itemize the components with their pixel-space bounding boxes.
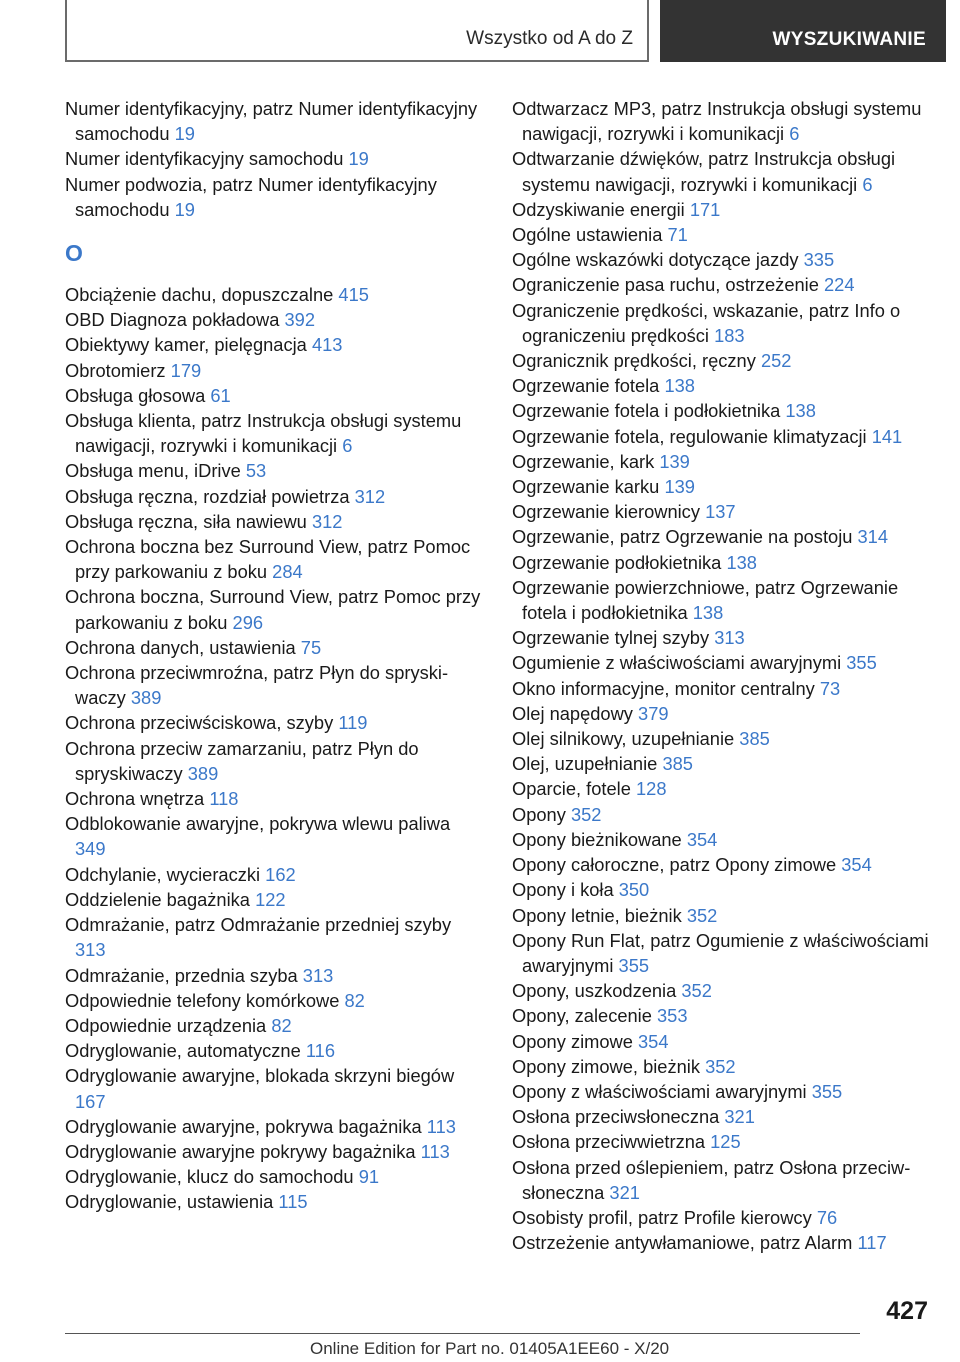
index-entry <box>512 197 932 222</box>
entry-text: Obsługa ręczna, rozdział powietrza <box>65 485 350 507</box>
index-column-left <box>65 96 485 1215</box>
entry-page-link[interactable]: 321 <box>609 1181 640 1203</box>
index-entry <box>512 928 932 978</box>
entry-page-link[interactable]: 355 <box>811 1080 843 1102</box>
entry-text: Obciążenie dachu, dopuszczalne <box>65 284 334 306</box>
entry-page-link[interactable]: 313 <box>302 964 334 986</box>
index-entry <box>65 282 485 307</box>
index-entry <box>512 650 932 675</box>
entry-text: Obsługa klienta, patrz Instrukcja obsługi systemu nawigacji, rozrywki i komunikacji <box>65 410 462 457</box>
index-entry <box>65 408 485 458</box>
entry-text: Ogrzewanie karku <box>512 476 660 498</box>
entry-text: Obsługa menu, iDrive <box>65 460 241 482</box>
index-entry <box>65 1063 485 1113</box>
entry-page-link[interactable]: 167 <box>75 1090 106 1112</box>
entry-page-link[interactable]: 6 <box>862 173 873 195</box>
index-entry <box>65 172 485 222</box>
index-entry <box>512 1029 932 1054</box>
entry-text: Ochrona wnętrza <box>65 788 205 810</box>
entry-page-link[interactable]: 312 <box>311 510 343 532</box>
index-entry <box>65 146 485 171</box>
index-column-right <box>512 96 932 1255</box>
entry-page-link[interactable]: 162 <box>265 863 296 885</box>
entry-text: Odpowiednie urządzenia <box>65 1014 267 1036</box>
entry-text: Odryglowanie, klucz do samochodu <box>65 1166 354 1188</box>
entry-text: Odzyskiwanie energii <box>512 198 685 220</box>
entry-page-link[interactable]: 392 <box>284 309 316 331</box>
index-entry <box>65 96 485 146</box>
entry-text: Obsługa głosowa <box>65 384 206 406</box>
entry-text: Ochrona przeciw zamarzaniu, patrz Płyn do spryskiwaczy <box>65 737 419 784</box>
entry-page-link[interactable]: 141 <box>871 425 903 447</box>
index-entry <box>512 222 932 247</box>
entry-page-link[interactable]: 284 <box>272 561 303 583</box>
index-entry <box>512 550 932 575</box>
entry-page-link[interactable]: 313 <box>75 939 106 961</box>
entry-page-link[interactable]: 312 <box>354 485 386 507</box>
entry-text: Oparcie, fotele <box>512 778 631 800</box>
index-entry <box>512 877 932 902</box>
entry-page-link[interactable]: 71 <box>667 224 688 246</box>
entry-page-link[interactable]: 82 <box>344 989 365 1011</box>
entry-text: Opony, zalecenie <box>512 1005 652 1027</box>
index-entry <box>65 332 485 357</box>
entry-text: Olej napędowy <box>512 702 633 724</box>
index-entry <box>512 1104 932 1129</box>
entry-text: Ogrzewanie tylnej szyby <box>512 627 710 649</box>
entry-page-link[interactable]: 224 <box>823 274 855 296</box>
header-section-tab <box>65 0 649 62</box>
index-entry <box>65 988 485 1013</box>
index-entry <box>512 524 932 549</box>
entry-page-link[interactable]: 115 <box>278 1191 308 1213</box>
index-entry <box>512 802 932 827</box>
index-entry <box>512 398 932 423</box>
entry-text: Opony bieżnikowane <box>512 828 682 850</box>
entry-text: Odpowiednie telefony komórkowe <box>65 989 340 1011</box>
entry-text: Opony Run Flat, patrz Ogumienie z właściwościami awaryjnymi <box>512 929 929 976</box>
entry-page-link[interactable]: 321 <box>724 1106 755 1128</box>
entry-text: Obiektywy kamer, pielęgnacja <box>65 334 307 356</box>
entry-page-link[interactable]: 415 <box>338 284 369 306</box>
index-entry <box>512 424 932 449</box>
index-entry <box>512 978 932 1003</box>
index-entry <box>65 383 485 408</box>
index-entry <box>512 96 932 146</box>
index-entry <box>512 1155 932 1205</box>
section-title: Wszystko od A do Z <box>466 28 633 49</box>
index-entry <box>65 484 485 509</box>
entry-page-link[interactable]: 122 <box>255 888 286 910</box>
index-entry <box>65 1164 485 1189</box>
index-entry <box>512 852 932 877</box>
entry-page-link[interactable]: 171 <box>689 198 721 220</box>
entry-text: Opony letnie, bieżnik <box>512 904 682 926</box>
entry-page-link[interactable]: 76 <box>816 1206 838 1228</box>
entry-page-link[interactable]: 138 <box>726 551 757 573</box>
entry-text: Odryglowanie awaryjne, pokrywa bagażnika <box>65 1115 422 1137</box>
index-entry <box>65 912 485 962</box>
section-letter: O <box>65 240 83 267</box>
index-entry <box>65 1038 485 1063</box>
entry-page-link[interactable]: 413 <box>311 334 343 356</box>
index-entry <box>512 701 932 726</box>
index-entry <box>512 903 932 928</box>
entry-text: Opony <box>512 803 566 825</box>
index-entry <box>65 811 485 861</box>
index-entry <box>65 1139 485 1164</box>
entry-text: Olej, uzupełnianie <box>512 753 658 775</box>
index-entry <box>512 1054 932 1079</box>
entry-page-link[interactable]: 354 <box>638 1030 669 1052</box>
entry-page-link[interactable]: 335 <box>803 249 835 271</box>
entry-text: Olej silnikowy, uzupełnianie <box>512 728 735 750</box>
index-entry <box>512 575 932 625</box>
index-entry <box>65 584 485 634</box>
entry-page-link[interactable]: 352 <box>686 904 718 926</box>
index-entry <box>65 1114 485 1139</box>
entry-page-link[interactable]: 352 <box>681 980 712 1002</box>
index-entry <box>65 358 485 383</box>
entry-text: Numer identyfikacyjny samochodu <box>65 148 344 170</box>
entry-page-link[interactable]: 113 <box>426 1115 456 1137</box>
entry-text: Odmrażanie, patrz Odmrażanie przedniej szyby <box>65 914 452 936</box>
entry-page-link[interactable]: 352 <box>705 1055 736 1077</box>
search-tab[interactable] <box>660 0 946 62</box>
entry-text: Odmrażanie, przednia szyba <box>65 964 298 986</box>
index-entry <box>65 458 485 483</box>
entry-text: Opony całoroczne, patrz Opony zimowe <box>512 854 837 876</box>
entry-text: Opony zimowe, bieżnik <box>512 1055 700 1077</box>
entry-page-link[interactable]: 314 <box>857 526 889 548</box>
entry-text: Osłona przeciwwietrzna <box>512 1131 706 1153</box>
entry-page-link[interactable]: 91 <box>358 1166 380 1188</box>
entry-page-link[interactable]: 119 <box>338 712 368 734</box>
footer-edition: Online Edition for Part no. 01405A1EE60 - X/20 <box>310 1339 670 1358</box>
entry-page-link[interactable]: 296 <box>232 611 264 633</box>
entry-text: OBD Diagnoza pokładowa <box>65 309 280 331</box>
entry-text: Osłona przeciwsłoneczna <box>512 1106 720 1128</box>
entry-text: Ogrzewanie kierownicy <box>512 501 700 523</box>
entry-page-link[interactable]: 19 <box>174 198 195 220</box>
entry-page-link[interactable]: 313 <box>714 627 745 649</box>
index-entry <box>512 348 932 373</box>
entry-page-link[interactable]: 116 <box>305 1040 335 1062</box>
entry-page-link[interactable]: 139 <box>664 476 695 498</box>
entry-text: Odblokowanie awaryjne, pokrywa wlewu paliwa <box>65 813 451 835</box>
entry-text: Ograniczenie pasa ruchu, ostrzeżenie <box>512 274 819 296</box>
index-entry <box>512 449 932 474</box>
entry-text: Odryglowanie, ustawienia <box>65 1191 274 1213</box>
entry-page-link[interactable]: 385 <box>662 753 693 775</box>
index-entry <box>512 751 932 776</box>
index-entry <box>65 862 485 887</box>
entry-page-link[interactable]: 349 <box>75 838 106 860</box>
index-entry <box>512 298 932 348</box>
index-entry <box>512 1205 932 1230</box>
entry-page-link[interactable]: 19 <box>174 123 195 145</box>
index-entry <box>512 373 932 398</box>
entry-page-link[interactable]: 355 <box>618 954 650 976</box>
entry-page-link[interactable]: 354 <box>686 828 718 850</box>
entry-text: Odryglowanie awaryjne, blokada skrzyni biegów <box>65 1065 455 1087</box>
entry-page-link[interactable]: 350 <box>618 879 650 901</box>
entry-text: Odryglowanie awaryjne pokrywy bagażnika <box>65 1140 416 1162</box>
entry-text: Osłona przed oślepieniem, patrz Osłona przeciwsłoneczna <box>512 1156 911 1203</box>
entry-text: Ogrzewanie, patrz Ogrzewanie na postoju <box>512 526 853 548</box>
footer-divider <box>65 1333 860 1334</box>
entry-page-link[interactable]: 19 <box>348 148 369 170</box>
entry-page-link[interactable]: 128 <box>635 778 667 800</box>
entry-text: Ogrzewanie powierzchniowe, patrz Ogrzewanie fotela i podłokietnika <box>512 576 899 624</box>
entry-text: Ostrzeżenie antywłamaniowe, patrz Alarm <box>512 1232 853 1254</box>
entry-text: Ogrzewanie fotela, regulowanie klimatyzacji <box>512 425 867 447</box>
index-entry <box>512 726 932 751</box>
index-entry <box>65 887 485 912</box>
entry-page-link[interactable]: 252 <box>760 350 792 372</box>
entry-text: Osobisty profil, patrz Profile kierowcy <box>512 1206 812 1228</box>
index-entry <box>65 635 485 660</box>
entry-text: Ochrona przeciwściskowa, szyby <box>65 712 334 734</box>
entry-page-link[interactable]: 82 <box>271 1014 292 1036</box>
entry-page-link[interactable]: 118 <box>209 788 239 810</box>
entry-text: Numer identyfikacyjny, patrz Numer identyfikacyjny samochodu <box>65 98 478 145</box>
entry-page-link[interactable]: 139 <box>659 450 690 472</box>
entry-text: Opony i koła <box>512 879 614 901</box>
entry-page-link[interactable]: 138 <box>785 400 816 422</box>
entry-text: Ogrzewanie fotela <box>512 375 660 397</box>
index-entry <box>65 534 485 584</box>
index-entry <box>512 776 932 801</box>
entry-text: Opony z właściwościami awaryjnymi <box>512 1080 807 1102</box>
entry-text: Odryglowanie, automatyczne <box>65 1040 301 1062</box>
entry-page-link[interactable]: 138 <box>664 375 695 397</box>
entry-page-link[interactable]: 389 <box>130 687 162 709</box>
entry-text: Okno informacyjne, monitor centralny <box>512 677 815 699</box>
entry-text: Ochrona danych, ustawienia <box>65 636 296 658</box>
index-entry <box>512 827 932 852</box>
index-entry <box>65 710 485 735</box>
entry-page-link[interactable]: 179 <box>170 359 202 381</box>
entry-text: Opony zimowe <box>512 1030 633 1052</box>
index-entry <box>65 660 485 710</box>
entry-page-link[interactable]: 138 <box>692 602 724 624</box>
entry-text: Ogumienie z właściwościami awaryjnymi <box>512 652 842 674</box>
index-entry <box>65 736 485 786</box>
index-entry <box>65 786 485 811</box>
entry-page-link[interactable]: 61 <box>210 384 231 406</box>
entry-page-link[interactable]: 113 <box>420 1140 450 1162</box>
index-entry <box>512 1230 932 1255</box>
entry-text: Numer podwozia, patrz Numer identyfikacyjny samochodu <box>65 173 437 220</box>
entry-text: Obsługa ręczna, siła nawiewu <box>65 510 307 532</box>
entry-page-link[interactable]: 355 <box>846 652 877 674</box>
entry-text: Ogrzewanie fotela i podłokietnika <box>512 400 781 422</box>
entry-text: Ochrona boczna bez Surround View, patrz Pomoc przy parkowaniu z boku <box>65 536 471 583</box>
entry-text: Ogrzewanie, kark <box>512 450 655 472</box>
index-entry <box>512 499 932 524</box>
entry-text: Opony, uszkodzenia <box>512 980 677 1002</box>
entry-page-link[interactable]: 389 <box>187 762 219 784</box>
entry-page-link[interactable]: 73 <box>819 677 841 699</box>
index-entry <box>65 963 485 988</box>
index-entry <box>512 676 932 701</box>
entry-text: Ogrzewanie podłokietnika <box>512 551 722 573</box>
index-entry <box>512 247 932 272</box>
entry-page-link[interactable]: 6 <box>342 435 353 457</box>
search-label: WYSZUKIWANIE <box>772 29 926 50</box>
index-entry <box>512 1129 932 1154</box>
entry-text: Odtwarzacz MP3, patrz Instrukcja obsługi systemu nawigacji, rozrywki i komunikacji <box>512 98 922 145</box>
entry-text: Ogranicznik prędkości, ręczny <box>512 350 756 372</box>
entry-page-link[interactable]: 6 <box>789 123 800 145</box>
index-entry <box>65 1189 485 1214</box>
entry-text: Ogólne ustawienia <box>512 224 663 246</box>
entry-page-link[interactable]: 354 <box>841 854 872 876</box>
index-entry <box>65 1013 485 1038</box>
entry-page-link[interactable]: 53 <box>245 460 267 482</box>
index-entry <box>65 307 485 332</box>
entry-text: Ochrona boczna, Surround View, patrz Pomoc przy parkowaniu z boku <box>65 586 481 633</box>
index-entry <box>512 1003 932 1028</box>
index-entry <box>512 272 932 297</box>
index-entry <box>512 146 932 196</box>
entry-page-link[interactable]: 125 <box>710 1131 741 1153</box>
entry-page-link[interactable]: 353 <box>657 1005 688 1027</box>
entry-text: Ochrona przeciwmroźna, patrz Płyn do spryskiwaczy <box>65 662 449 709</box>
entry-page-link[interactable]: 75 <box>300 636 322 658</box>
entry-text: Odtwarzanie dźwięków, patrz Instrukcja obsługi systemu nawigacji, rozrywki i komunikacji <box>512 148 896 195</box>
entry-text: Ograniczenie prędkości, wskazanie, patrz Info o ograniczeniu prędkości <box>512 299 901 346</box>
index-entry <box>512 625 932 650</box>
entry-text: Obrotomierz <box>65 359 166 381</box>
entry-text: Ogólne wskazówki dotyczące jazdy <box>512 249 799 271</box>
index-entry <box>512 474 932 499</box>
entry-page-link[interactable]: 117 <box>857 1232 887 1254</box>
entry-text: Oddzielenie bagażnika <box>65 888 250 910</box>
entry-page-link[interactable]: 385 <box>739 728 770 750</box>
entry-page-link[interactable]: 379 <box>638 702 669 724</box>
entry-page-link[interactable]: 183 <box>714 324 745 346</box>
index-entry <box>65 509 485 534</box>
entry-page-link[interactable]: 137 <box>705 501 736 523</box>
page-number: 427 <box>886 1297 928 1325</box>
entry-page-link[interactable]: 352 <box>570 803 602 825</box>
index-entry <box>512 1079 932 1104</box>
entry-text: Odchylanie, wycieraczki <box>65 863 261 885</box>
